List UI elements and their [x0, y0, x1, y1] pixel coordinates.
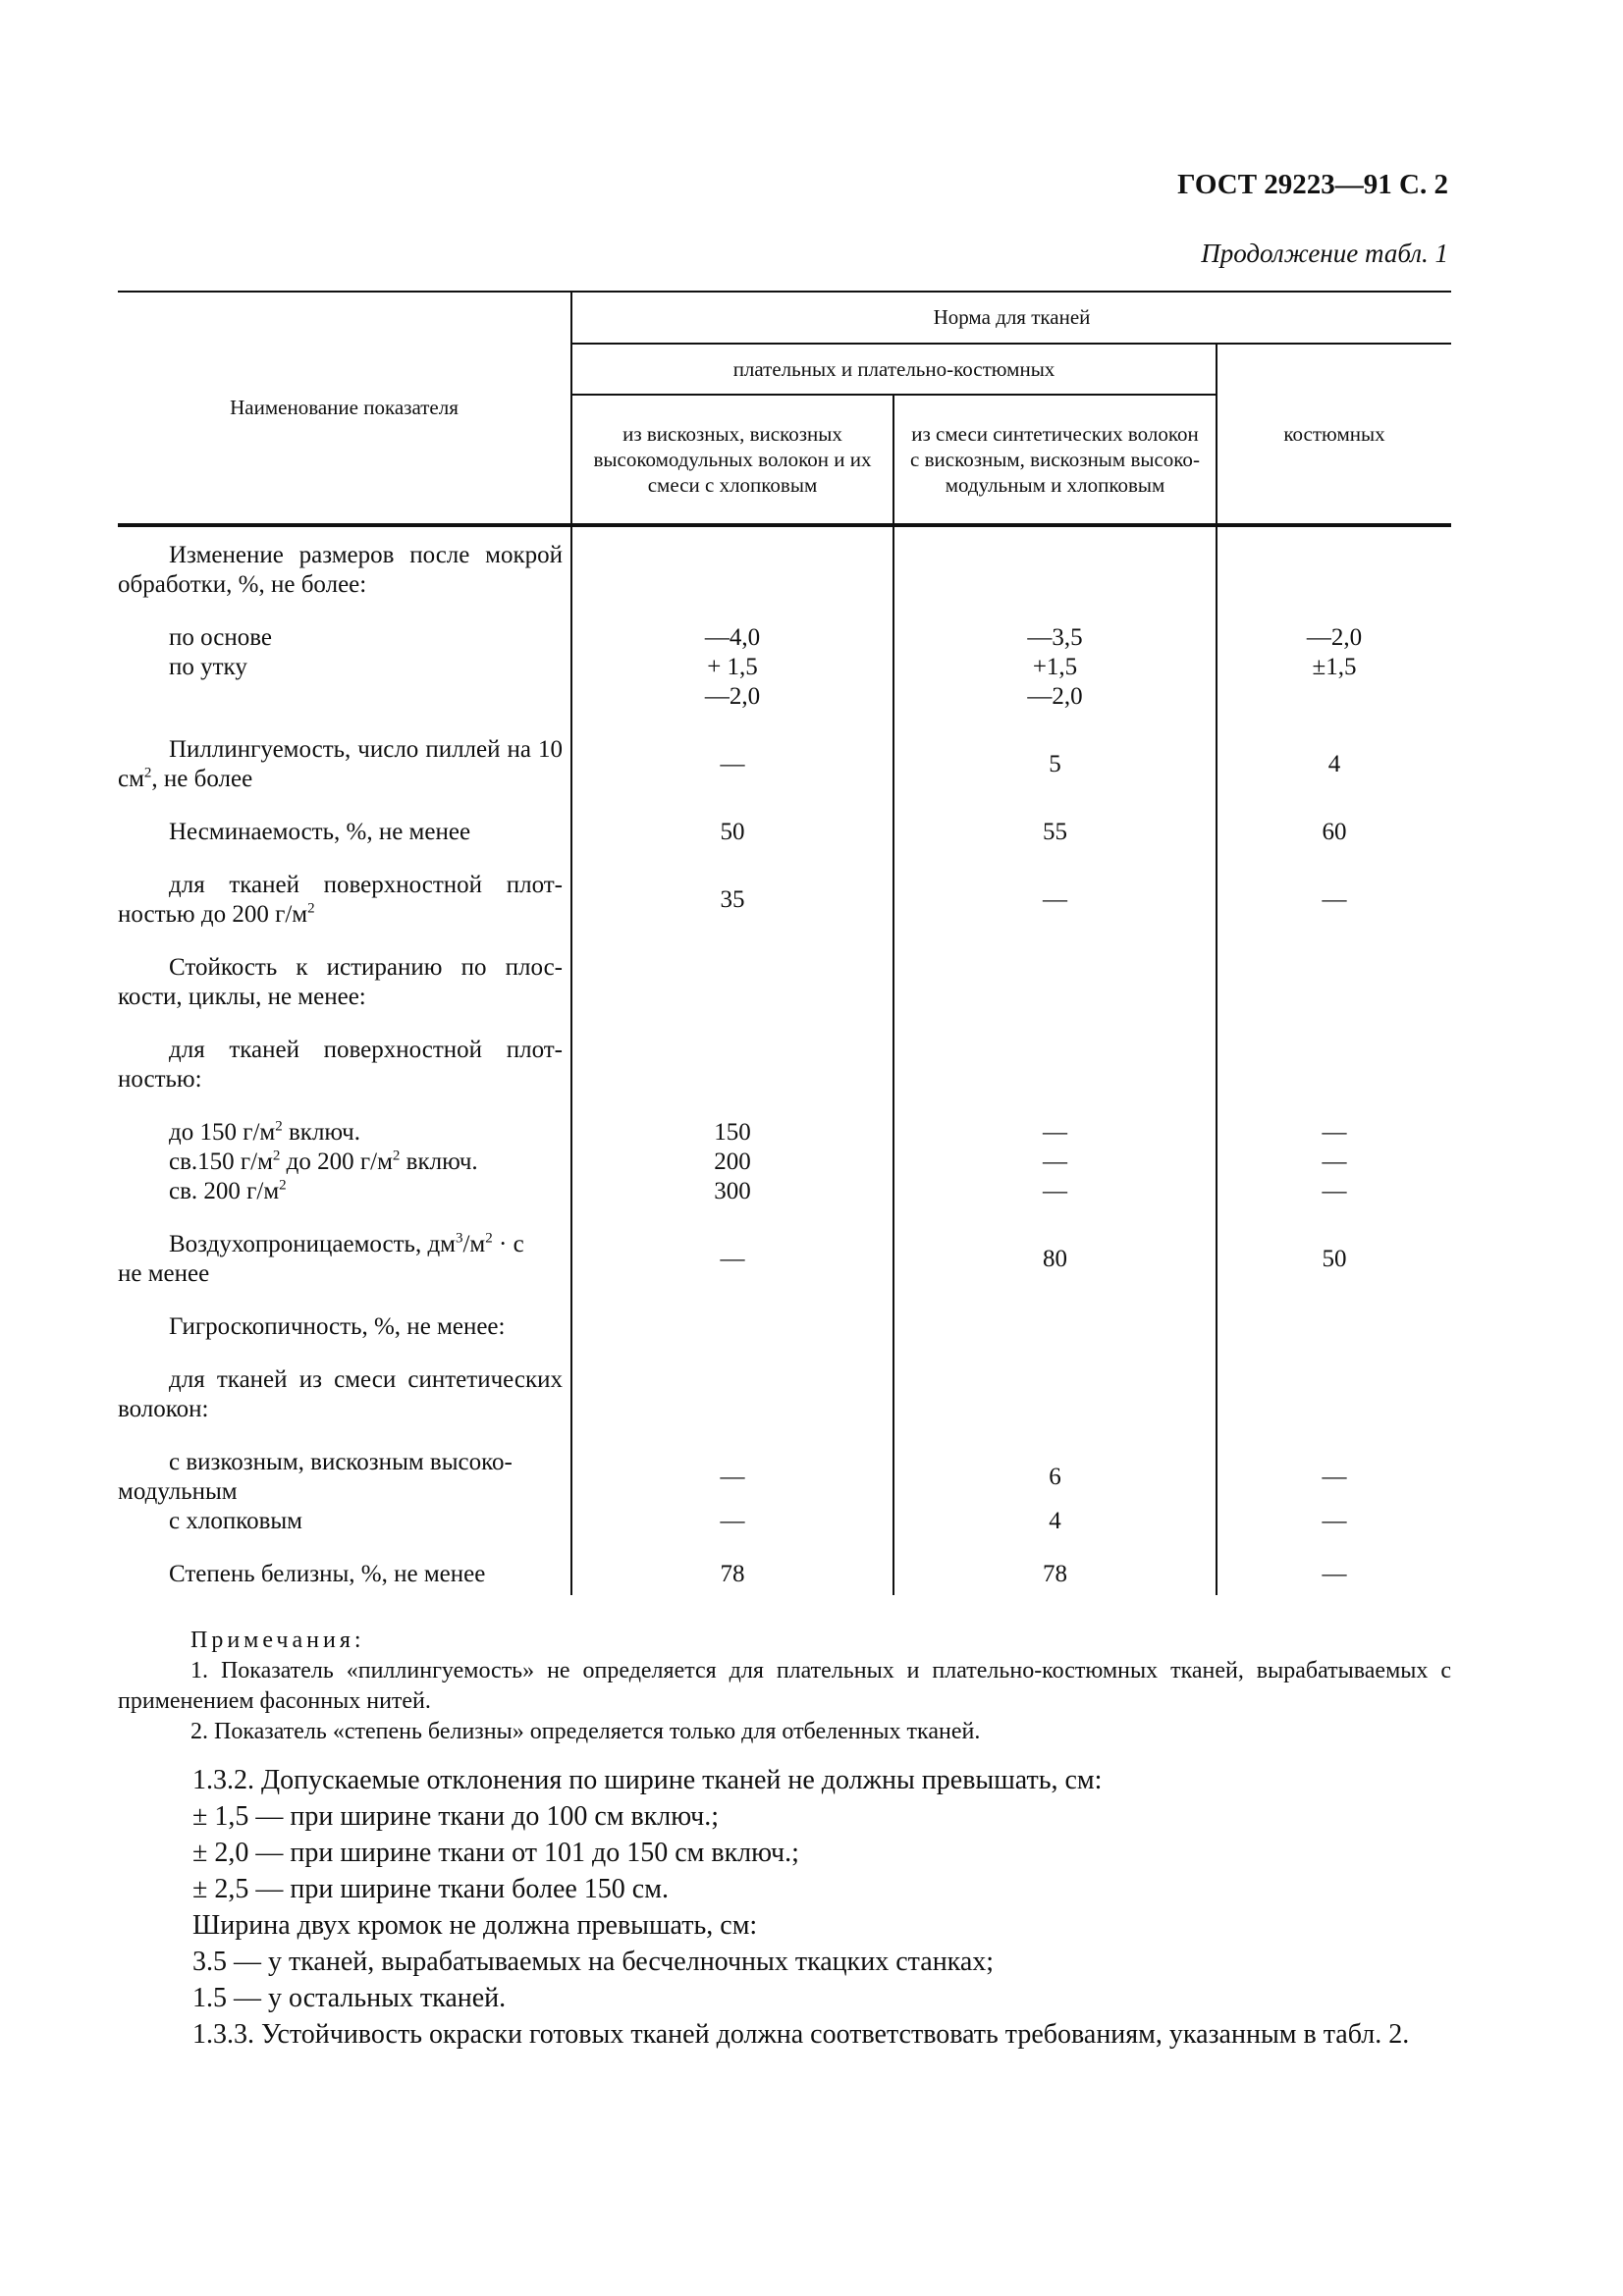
row-name-weft: по утку [169, 654, 247, 680]
table-row [118, 1448, 1451, 1507]
cell-warp-b: —3,5 [893, 623, 1217, 653]
table-notes [118, 1626, 1451, 1747]
table-row [118, 818, 1451, 847]
cell-air-a: — [571, 1230, 893, 1289]
cell-d150-200-b: — [893, 1148, 1217, 1177]
cell-d150-b: — [893, 1118, 1217, 1148]
row-name-hygroscopicity: Гигроскопичность, %, не менее: [169, 1313, 506, 1340]
row-name-cotton: с хлопковым [169, 1508, 302, 1534]
row-name-viscose: с визкозным, вискозным высоко- модульным [118, 1449, 513, 1505]
note-1: 1. Показатель «пиллингуемость» не определяется для плательных и плательно-костюмных тканей, вырабатываемых с применением фасонных нитей. [118, 1658, 1451, 1714]
cell-d150-c: — [1217, 1118, 1451, 1148]
note-2: 2. Показатель «степень белизны» определяется только для отбеленных тканей. [190, 1719, 981, 1744]
cell-weft-a: + 1,5 [571, 653, 893, 682]
header-viscose-fabrics: из вискозных, вискозных высокомодульных волокон и их смеси с хлопковым [571, 395, 893, 525]
norms-table [118, 291, 1451, 1595]
row-name-warp: по основе [169, 624, 272, 651]
table-row [118, 1365, 1451, 1424]
table-row [118, 1312, 1451, 1342]
edge-width-shuttleless: 3.5 — у тканей, вырабатываемых на бесчелночных ткацких станках; [192, 1947, 995, 1977]
cell-viscose-c: — [1217, 1448, 1451, 1507]
tolerance-line-1: ± 1,5 — при ширине ткани до 100 см включ.; [192, 1801, 719, 1832]
cell-cotton-c: — [1217, 1507, 1451, 1536]
header-dress-group: плательных и плательно-костюмных [571, 344, 1217, 395]
tolerance-line-3: ± 2,5 — при ширине ткани более 150 см. [192, 1874, 669, 1904]
header-norm: Норма для тканей [571, 292, 1451, 344]
row-name-density-over-200: св. 200 $г/м^2$ [169, 1177, 287, 1204]
edge-width-line: Ширина двух кромок не должна превышать, см: [192, 1910, 758, 1941]
header-suit-fabrics: костюмных [1217, 344, 1451, 525]
table-row [118, 682, 1451, 712]
cell-crease-b: 55 [893, 818, 1217, 847]
table-row [118, 1036, 1451, 1095]
cell-weft2-a: —2,0 [571, 682, 893, 712]
header-synthetic-blend-fabrics: из смеси синтетических волокон с вискозным, вискозным высокомодульным и хлопковым [893, 395, 1217, 525]
table-row [118, 1560, 1451, 1595]
row-name-abrasion: Стойкость к истиранию по плоскости, циклы, не менее: [118, 954, 563, 1010]
cell-weft-b: +1,5 [893, 653, 1217, 682]
notes-title: Примечания: [190, 1628, 365, 1653]
cell-warp-c: —2,0 [1217, 623, 1451, 653]
cell-d200-a: 300 [571, 1177, 893, 1206]
cell-weft2-b: —2,0 [893, 682, 1217, 712]
body-text [118, 1762, 1451, 2053]
table-row [118, 1118, 1451, 1148]
norms-table-container [118, 291, 1451, 1595]
cell-air-b: 80 [893, 1230, 1217, 1289]
cell-air-c: 50 [1217, 1230, 1451, 1289]
table-row [118, 525, 1451, 600]
cell-white-b: 78 [893, 1560, 1217, 1595]
edge-width-other: 1.5 — у остальных тканей. [192, 1983, 507, 2013]
table-row [118, 653, 1451, 682]
clause-1-3-2: 1.3.2. Допускаемые отклонения по ширине тканей не должны превышать, см: [192, 1765, 1103, 1795]
cell-d150-200-c: — [1217, 1148, 1451, 1177]
table-row [118, 623, 1451, 653]
table-row [118, 1148, 1451, 1177]
clause-1-3-3: 1.3.3. Устойчивость окраски готовых тканей должна соответствовать требованиям, указанным в табл. 2. [192, 2019, 1410, 2050]
row-name-whiteness: Степень белизны, %, не менее [169, 1561, 486, 1587]
table-row [118, 1507, 1451, 1536]
cell-density200-c: — [1217, 871, 1451, 930]
cell-white-c: — [1217, 1560, 1451, 1595]
cell-d150-a: 150 [571, 1118, 893, 1148]
row-name-density-150: до 150 $г/м^2$ включ. [169, 1118, 360, 1146]
cell-density200-a: 35 [571, 871, 893, 930]
row-name-pilling: Пиллингуемость, число пиллей на 10 $см^2$, не более [118, 736, 563, 792]
table-row [118, 1177, 1451, 1206]
table-header [118, 292, 1451, 525]
cell-d150-200-a: 200 [571, 1148, 893, 1177]
cell-density200-b: — [893, 871, 1217, 930]
cell-white-a: 78 [571, 1560, 893, 1595]
row-name-density-150-200: св.150 $г/м^2$ до 200 $г/м^2$ включ. [169, 1148, 478, 1175]
table-continuation-label: Продолжение табл. 1 [1201, 239, 1448, 268]
cell-pilling-a: — [571, 735, 893, 794]
table-row [118, 953, 1451, 1012]
cell-cotton-b: 4 [893, 1507, 1217, 1536]
cell-pilling-c: 4 [1217, 735, 1451, 794]
header-indicator-name: Наименование показателя [230, 396, 459, 420]
row-name-shrinkage: Изменение размеров после мокрой обработки, %, не более: [118, 542, 563, 598]
table-row [118, 735, 1451, 794]
cell-crease-c: 60 [1217, 818, 1451, 847]
table-row [118, 871, 1451, 930]
row-name-crease-resistance: Несминаемость, %, не менее [169, 819, 471, 845]
cell-viscose-b: 6 [893, 1448, 1217, 1507]
cell-viscose-a: — [571, 1448, 893, 1507]
document-id: ГОСТ 29223—91 С. 2 [1177, 169, 1448, 200]
row-name-density-200: для тканей поверхностной плотностью до 200 $г/м^2$ [118, 872, 563, 928]
tolerance-line-2: ± 2,0 — при ширине ткани от 101 до 150 см включ.; [192, 1838, 799, 1868]
cell-d200-c: — [1217, 1177, 1451, 1206]
cell-warp-a: —4,0 [571, 623, 893, 653]
table-body [118, 525, 1451, 1595]
cell-weft-c: ±1,5 [1217, 653, 1451, 682]
cell-d200-b: — [893, 1177, 1217, 1206]
cell-pilling-b: 5 [893, 735, 1217, 794]
row-name-density: для тканей поверхностной плотностью: [118, 1037, 563, 1093]
cell-crease-a: 50 [571, 818, 893, 847]
row-name-synthetic-blend: для тканей из смеси синтетических волокон: [118, 1366, 563, 1422]
table-row [118, 1230, 1451, 1289]
row-name-air-permeability: Воздухопроницаемость, $дм^3/м^2 \cdot с$ не менее [118, 1230, 524, 1287]
cell-cotton-a: — [571, 1507, 893, 1536]
